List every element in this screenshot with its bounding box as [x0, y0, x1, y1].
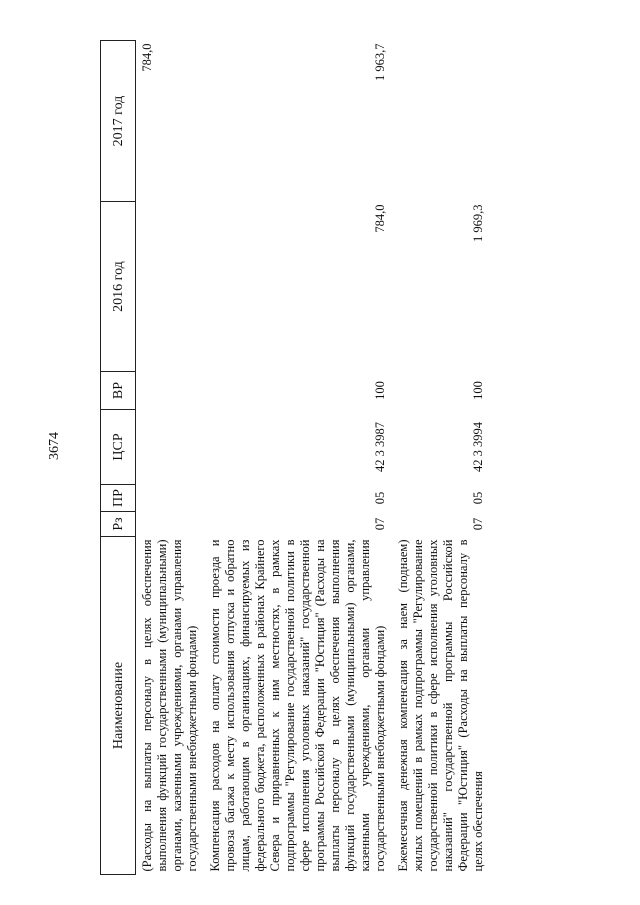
header-2016: 2016 год	[101, 202, 136, 372]
row-rz: 07	[373, 517, 387, 531]
header-vr: ВР	[101, 372, 136, 410]
header-name: Наименование	[101, 537, 136, 875]
row-2017: 1 963,7	[373, 43, 387, 81]
header-rz: Рз	[101, 512, 136, 537]
row-2017	[392, 41, 490, 202]
row-2016	[136, 202, 205, 372]
row-vr: 100	[471, 381, 485, 400]
header-csr: ЦСР	[101, 410, 136, 485]
table-header-row	[101, 41, 136, 875]
budget-table	[100, 40, 490, 875]
row-rz	[136, 512, 205, 537]
row-name: Ежемесячная денежная компенсация за наем (поднаем) жилых помещений в рамках подпрограммы "Регулирование государственной политики в сфере исполнения уголовных наказаний" государственной программы Российской Федерации "Юстиция" (Расходы на выплаты персоналу в целях обеспечения	[396, 539, 485, 872]
table-row	[204, 41, 392, 875]
table-row	[136, 41, 205, 875]
row-pr: 05	[471, 491, 485, 505]
row-pr: 05	[373, 491, 387, 505]
row-2017: 784,0	[140, 43, 154, 72]
row-csr: 42 3 3987	[373, 422, 387, 472]
budget-table-sheet	[100, 41, 610, 875]
header-2017: 2017 год	[101, 41, 136, 202]
row-vr: 100	[373, 381, 387, 400]
row-name: (Расходы на выплаты персоналу в целях обеспечения выполнения функций государственными (муниципальными) органами, казенными учреждениями, органами управления государственными внебюджетными фондами)	[140, 539, 199, 872]
row-pr	[136, 485, 205, 512]
row-csr: 42 3 3994	[471, 422, 485, 472]
row-rz: 07	[471, 517, 485, 531]
row-2016: 784,0	[373, 204, 387, 233]
table-row	[392, 41, 490, 875]
row-vr	[136, 372, 205, 410]
header-pr: ПР	[101, 485, 136, 512]
row-2016: 1 969,3	[471, 204, 485, 242]
row-csr	[136, 410, 205, 485]
row-name: Компенсация расходов на оплату стоимости проезда и провоза багажа к месту использования отпуска и обратно лицам, работающим в организациях, финансируемых из федерального бюджета, расположенных в районах Крайнего Севера и приравненных к ним местностях, в рамках подпрограммы "Регулирование государственной политики в сфере исполнения уголовных наказаний" государственной программы Российской Федерации "Юстиция" (Расходы на выплаты персоналу в целях обеспечения выполнения функций государственными (муниципальными) органами, казенными учреждениями, органами управления государственными внебюджетными фондами)	[208, 539, 387, 872]
page-number: 3674	[47, 432, 62, 460]
